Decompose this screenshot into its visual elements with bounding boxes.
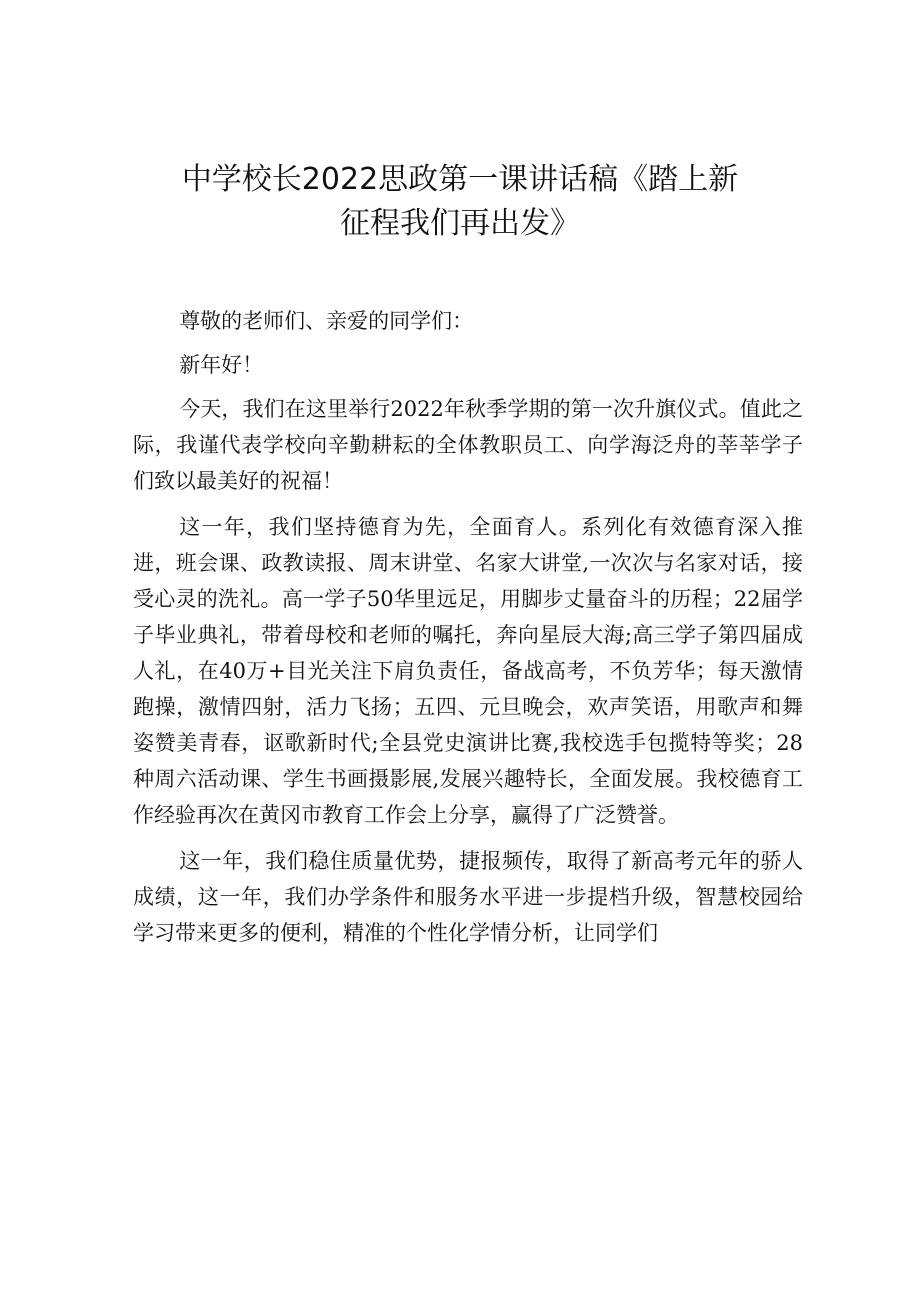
- body-paragraph: 这一年，我们坚持德育为先，全面育人。系列化有效德育深入推进，班会课、政教读报、周末讲堂、名家大讲堂,一次次与名家对话，接受心灵的洗礼。高一学子50华里远足，用脚步丈量奋斗的历程；22届学子毕业典礼，带着母校和老师的嘱托，奔向星辰大海;高三学子第四届成人礼，在40万+目光关注下肩负责任，备战高考，不负芳华；每天激情跑操，激情四射，活力飞扬；五四、元旦晚会，欢声笑语，用歌声和舞姿赞美青春，讴歌新时代;全县党史演讲比赛,我校选手包揽特等奖；28种周六活动课、学生书画摄影展,发展兴趣特长，全面发展。我校德育工作经验再次在黄冈市教育工作会上分享，赢得了广泛赞誉。: [133, 515, 803, 827]
- body-paragraph: 这一年，我们稳住质量优势，捷报频传，取得了新高考元年的骄人成绩，这一年，我们办学条件和服务水平进一步提档升级，智慧校园给学习带来更多的便利，精准的个性化学情分析，让同学们: [133, 849, 803, 945]
- salutation-paragraph: 尊敬的老师们、亲爱的同学们：: [179, 309, 474, 333]
- title-line-1: 中学校长2022思政第一课讲话稿《踏上新: [181, 162, 739, 197]
- greeting-paragraph: 新年好！: [179, 353, 264, 377]
- title-line-2: 征程我们再出发》: [340, 206, 580, 241]
- body-paragraph: 今天，我们在这里举行2022年秋季学期的第一次升旗仪式。值此之际，我谨代表学校向辛勤耕耘的全体教职员工、向学海泛舟的莘莘学子们致以最美好的祝福！: [133, 397, 803, 493]
- document-title: [100, 158, 820, 246]
- document-body: [133, 303, 803, 961]
